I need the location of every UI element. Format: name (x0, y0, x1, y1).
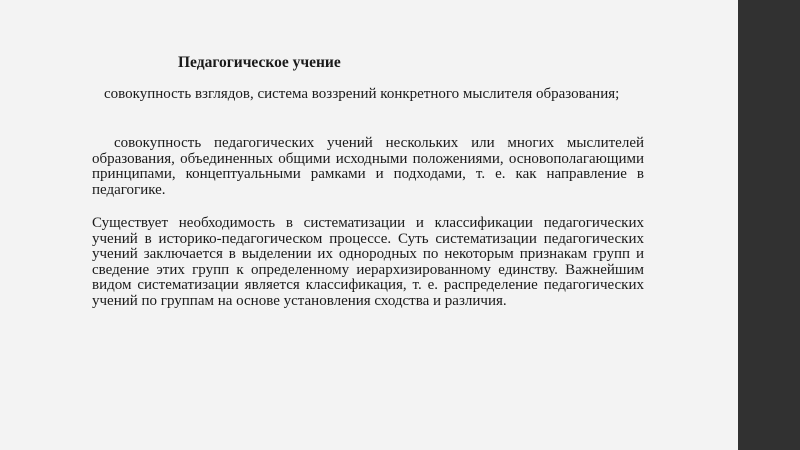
decorative-side-bar (738, 0, 800, 450)
definition-paragraph-2: совокупность педагогических учений нескольких или многих мыслителей образования, объединенных общими исходными положениями, основополагающими принципами, концептуальными рамками и подходами, т. е. как направление в педагогике. (92, 135, 644, 198)
definition-paragraph-1: совокупность взглядов, система воззрений конкретного мыслителя образования; (104, 86, 620, 102)
systematization-paragraph: Существует необходимость в систематизации и классификации педагогических учений в историко-педагогическом процессе. Суть систематизации педагогических учений заключается в выделении их однородных по некоторым признакам групп и сведение этих групп к определенному иерархизированному единству. Важнейшим видом систематизации является классификация, т. е. распределение педагогических учений по группам на основе установления сходства и различия. (92, 215, 644, 309)
slide-title: Педагогическое учение (178, 54, 341, 71)
